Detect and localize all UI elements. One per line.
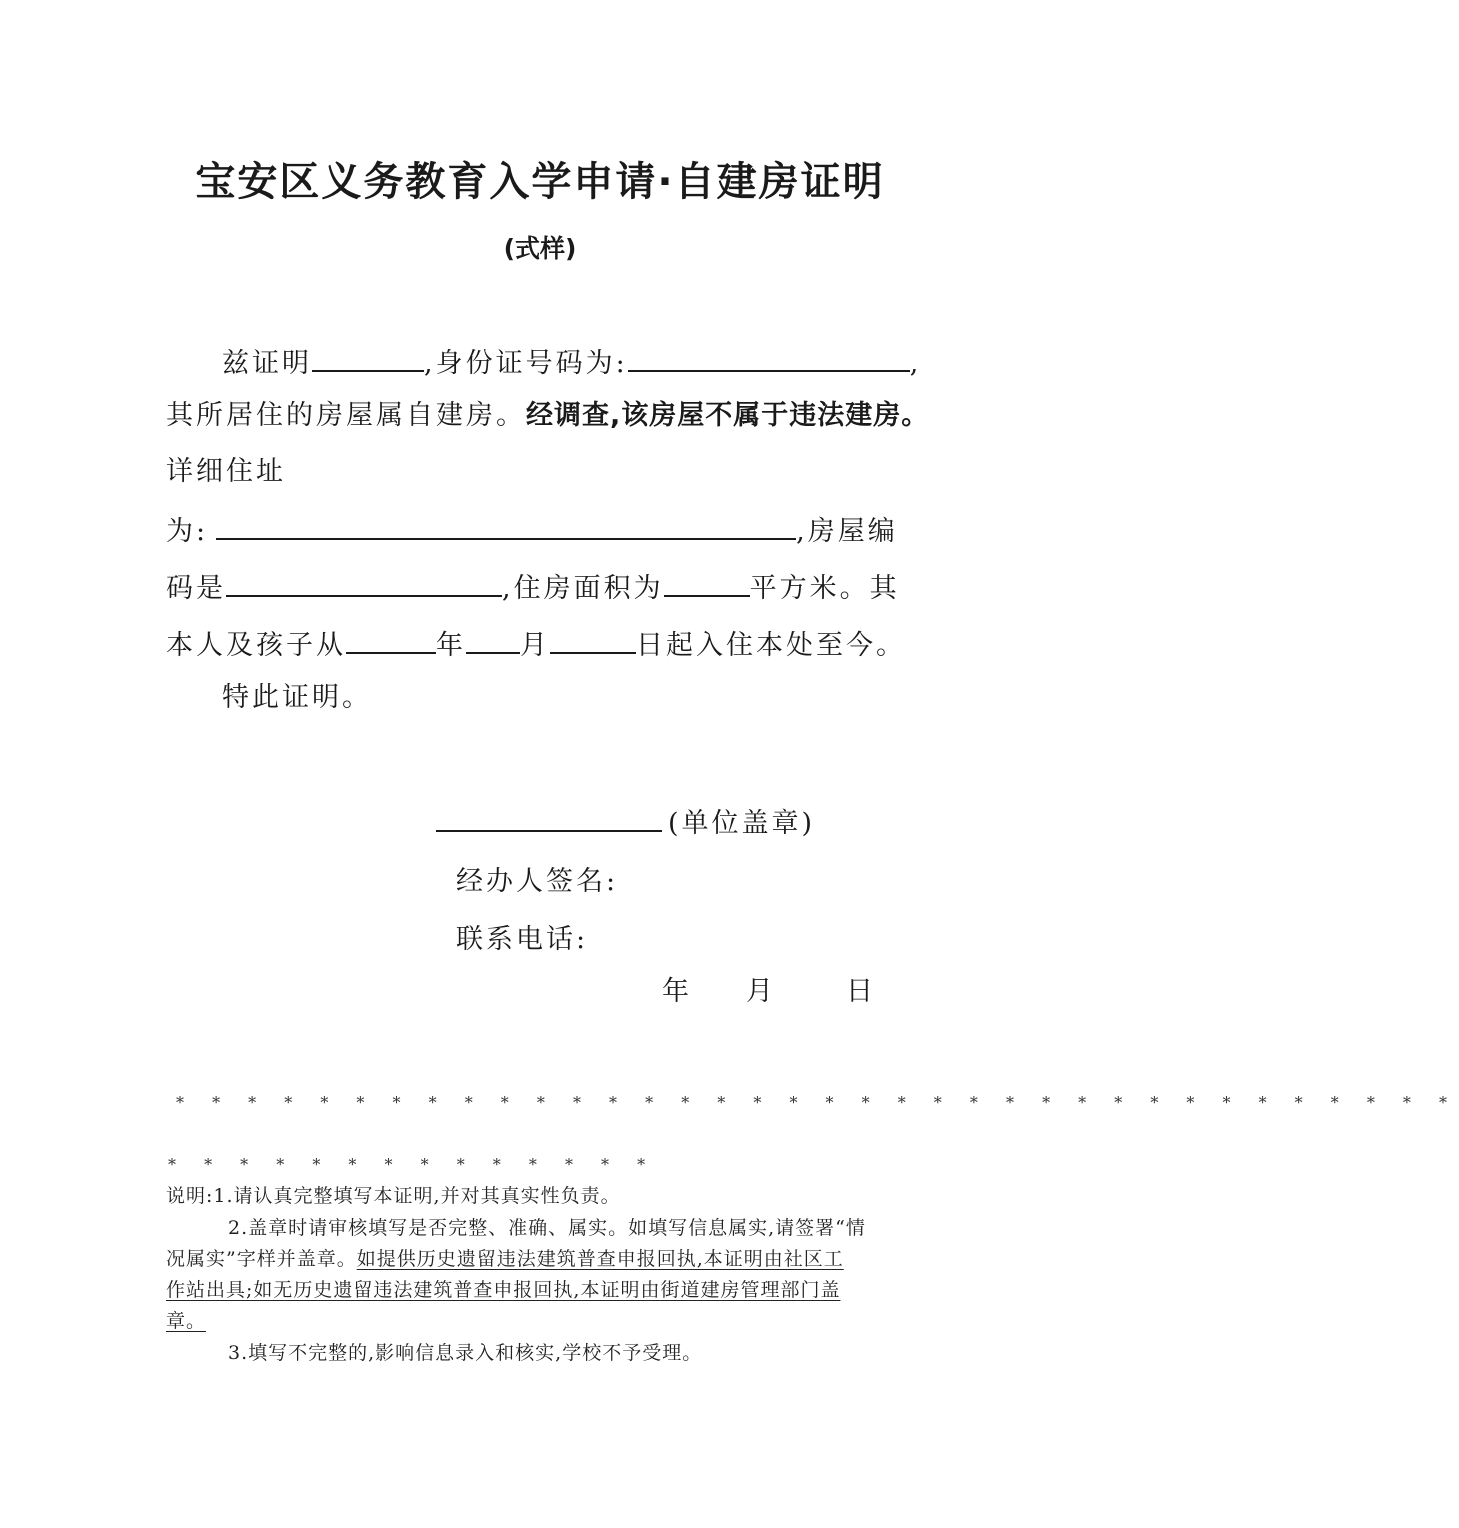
note-1: 说明:1.请认真完整填写本证明,并对其真实性负责。: [166, 1185, 621, 1207]
house-code-field[interactable]: [226, 565, 502, 597]
house-code-label-b: 码是: [166, 573, 226, 604]
star-divider-row-2: * * * * * * * * * * * * * *: [168, 1155, 657, 1174]
phone-label: 联系电话:: [456, 924, 589, 955]
address-prefix: 为:: [166, 516, 209, 547]
area-field[interactable]: [664, 565, 750, 597]
note-2-text: 况属实”字样并盖章。: [166, 1248, 357, 1270]
id-number-field[interactable]: [628, 340, 910, 372]
note-2-line-2: [166, 1244, 844, 1274]
body-line-4: [166, 508, 898, 552]
area-label: ,住房面积为: [502, 573, 664, 604]
note-3: 3.填写不完整的,影响信息录入和核实,学校不予受理。: [228, 1342, 703, 1364]
body-line-5: [166, 565, 900, 609]
certify-closing: 特此证明。: [222, 682, 372, 713]
certify-label: 兹证明: [222, 348, 312, 379]
comma: ,: [909, 348, 922, 379]
document-title: 宝安区义务教育入学申请·自建房证明: [195, 159, 885, 205]
note-2-underlined-c: 章。: [166, 1310, 207, 1332]
address-field[interactable]: [216, 508, 796, 540]
date-day-label: 日: [846, 976, 876, 1007]
day-field[interactable]: [550, 622, 636, 654]
star-divider-row-1: * * * * * * * * * * * * * * * * * * * * * * * * * * * * * * * * * * * *: [176, 1093, 1459, 1112]
residence-label: 本人及孩子从: [166, 630, 346, 661]
id-label: ,身份证号码为:: [424, 348, 628, 379]
body-line-1: [222, 340, 921, 384]
name-field[interactable]: [312, 340, 424, 372]
investigation-text: 经调查,该房屋不属于违法建房。: [526, 400, 930, 431]
seal-field[interactable]: [436, 800, 662, 832]
date-month-label: 月: [746, 976, 776, 1007]
seal-label: (单位盖章): [668, 808, 816, 839]
year-field[interactable]: [346, 622, 436, 654]
month-label: 月: [520, 630, 550, 661]
area-unit: 平方米。其: [749, 573, 900, 604]
day-label: 日起入住本处至今。: [636, 630, 906, 661]
document-subtitle: (式样): [503, 234, 577, 263]
body-line-6: [166, 622, 906, 666]
self-built-text: 其所居住的房屋属自建房。: [166, 400, 526, 431]
month-field[interactable]: [466, 622, 520, 654]
note-2-line-1: 2.盖章时请审核填写是否完整、准确、属实。如填写信息属实,请签署“情: [228, 1217, 866, 1239]
house-code-label-a: ,房屋编: [796, 516, 898, 547]
date-year-label: 年: [662, 976, 692, 1007]
handler-signature-label: 经办人签名:: [456, 866, 619, 897]
year-label: 年: [436, 630, 466, 661]
body-line-2: [166, 396, 929, 436]
note-2-underlined-a: 如提供历史遗留违法建筑普查申报回执,本证明由社区工: [356, 1248, 844, 1270]
seal-row: [436, 800, 815, 844]
address-label: 详细住址: [166, 456, 286, 487]
note-2-underlined-b: 作站出具;如无历史遗留违法建筑普查申报回执,本证明由街道建房管理部门盖: [166, 1279, 841, 1301]
